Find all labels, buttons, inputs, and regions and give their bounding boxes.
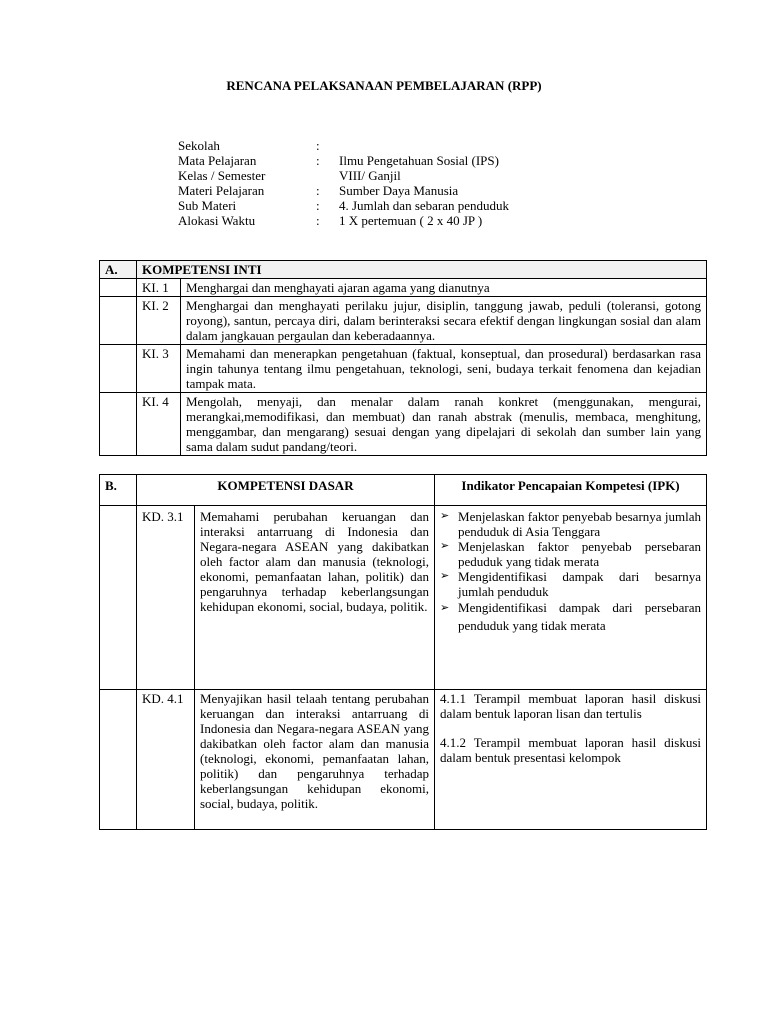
ipk-cell <box>435 506 707 690</box>
identity-colon: : <box>316 153 320 168</box>
ki-code: KI. 3 <box>137 345 181 393</box>
ipk-heading: Indikator Pencapaian Kompetesi (IPK) <box>435 475 707 506</box>
identity-value: Sumber Daya Manusia <box>339 183 459 198</box>
identity-value: 1 X pertemuan ( 2 x 40 JP ) <box>339 213 483 228</box>
kompetensi-inti-header <box>100 261 707 279</box>
arrow-bullet-icon: ➢ <box>440 602 450 614</box>
ipk-item <box>440 599 701 635</box>
ki-row-4 <box>100 393 707 456</box>
arrow-bullet-icon: ➢ <box>440 570 450 582</box>
identity-row-kelas-semester <box>178 168 509 183</box>
identity-colon: : <box>316 213 320 228</box>
kd-code: KD. 4.1 <box>137 690 195 830</box>
identity-label: Sekolah <box>178 138 220 153</box>
ipk-text: Menjelaskan faktor penyebab besarnya jumlah penduduk di Asia Tenggara <box>458 509 702 539</box>
ki-row-2 <box>100 297 707 345</box>
identity-colon <box>316 168 339 183</box>
arrow-bullet-icon: ➢ <box>440 510 450 522</box>
section-letter: B. <box>100 475 137 506</box>
ipk-text: Mengidentifikasi dampak dari besarnya jumlah penduduk <box>458 569 702 599</box>
section-letter: A. <box>100 261 137 279</box>
kd-text: Menyajikan hasil telaah tentang perubahan keruangan dan interaksi antarruang di Indonesia dan Negara-negara ASEAN yang dakibatkan oleh factor alam dan manusia (teknologi, ekonomi, pemanfaatan lahan, politik) dan pengaruhnya terhadap keberlangsungan kehidupan ekonomi, social, budaya, politik. <box>195 690 435 830</box>
empty-cell <box>100 506 137 690</box>
identity-row-alokasi-waktu <box>178 213 509 228</box>
empty-cell <box>100 345 137 393</box>
empty-cell <box>100 279 137 297</box>
document-title: RENCANA PELAKSANAAN PEMBELAJARAN (RPP) <box>226 78 542 93</box>
identity-label: Alokasi Waktu <box>178 213 256 228</box>
identity-row-sub-materi <box>178 198 509 213</box>
kompetensi-inti-table <box>99 260 707 456</box>
empty-cell <box>100 393 137 456</box>
ipk-text: 4.1.1 Terampil membuat laporan hasil diskusi dalam bentuk laporan lisan dan tertulis <box>440 691 702 721</box>
ipk-item <box>440 569 701 599</box>
identity-value: VIII/ Ganjil <box>339 168 401 183</box>
empty-cell <box>100 297 137 345</box>
section-heading: KOMPETENSI DASAR <box>137 475 435 506</box>
ipk-cell <box>435 690 707 830</box>
ki-text: Mengolah, menyaji, dan menalar dalam ranah konkret (menggunakan, mengurai, merangkai,memodifikasi, dan membuat) dan ranah abstrak (menulis, membaca, menghitung, menggambar, dan mengarang) sesuai dengan yang dipelajari di sekolah dan sumber lain yang sama dalam sudut pandang/teori. <box>181 393 707 456</box>
identity-colon: : <box>316 138 320 153</box>
ki-text: Menghargai dan menghayati ajaran agama yang dianutnya <box>181 279 707 297</box>
identity-label: Mata Pelajaran <box>178 153 257 168</box>
ki-code: KI. 4 <box>137 393 181 456</box>
spacer <box>440 721 701 735</box>
identity-label: Materi Pelajaran <box>178 183 265 198</box>
ipk-list <box>440 509 701 635</box>
ipk-text: Mengidentifikasi dampak dari persebaran penduduk yang tidak merata <box>458 600 702 633</box>
identity-label: Sub Materi <box>178 198 237 213</box>
ki-code: KI. 2 <box>137 297 181 345</box>
identity-block <box>178 138 509 228</box>
kd-code: KD. 3.1 <box>137 506 195 690</box>
identity-row-sekolah <box>178 138 509 153</box>
kd-row-3-1 <box>100 506 707 690</box>
ki-text: Memahami dan menerapkan pengetahuan (faktual, konseptual, dan prosedural) berdasarkan rasa ingin tahunya tentang ilmu pengetahuan, teknologi, seni, budaya terkait fenomena dan kejadian tampak mata. <box>181 345 707 393</box>
ki-text: Menghargai dan menghayati perilaku jujur, disiplin, tanggung jawab, peduli (toleransi, gotong royong), santun, percaya diri, dalam berinteraksi secara efektif dengan lingkungan sosial dan alam dalam jangkauan pergaulan dan keberadaannya. <box>181 297 707 345</box>
identity-label: Kelas / Semester <box>178 168 266 183</box>
identity-colon: : <box>316 198 320 213</box>
kd-text: Memahami perubahan keruangan dan interaksi antarruang di Indonesia dan Negara-negara ASEAN yang dakibatkan oleh factor alam dan manusia (teknologi, ekonomi, pemanfaatan lahan, politik) dan pengaruhnya terhadap keberlangsungan kehidupan ekonomi, social, budaya, politik. <box>195 506 435 690</box>
ipk-item <box>440 509 701 539</box>
identity-value <box>339 138 509 153</box>
kd-row-4-1 <box>100 690 707 830</box>
ipk-item <box>440 539 701 569</box>
section-heading: KOMPETENSI INTI <box>137 261 707 279</box>
kompetensi-dasar-table <box>99 474 707 830</box>
ipk-text: 4.1.2 Terampil membuat laporan hasil diskusi dalam bentuk presentasi kelompok <box>440 735 702 765</box>
identity-row-mata-pelajaran <box>178 153 509 168</box>
identity-colon: : <box>316 183 320 198</box>
ki-row-3 <box>100 345 707 393</box>
identity-value: Ilmu Pengetahuan Sosial (IPS) <box>339 153 499 168</box>
kompetensi-dasar-header <box>100 475 707 506</box>
identity-row-materi-pelajaran <box>178 183 509 198</box>
ki-row-1 <box>100 279 707 297</box>
empty-cell <box>100 690 137 830</box>
arrow-bullet-icon: ➢ <box>440 540 450 552</box>
ipk-text: Menjelaskan faktor penyebab persebaran peduduk yang tidak merata <box>458 539 702 569</box>
ki-code: KI. 1 <box>137 279 181 297</box>
identity-value: 4. Jumlah dan sebaran penduduk <box>339 198 510 213</box>
